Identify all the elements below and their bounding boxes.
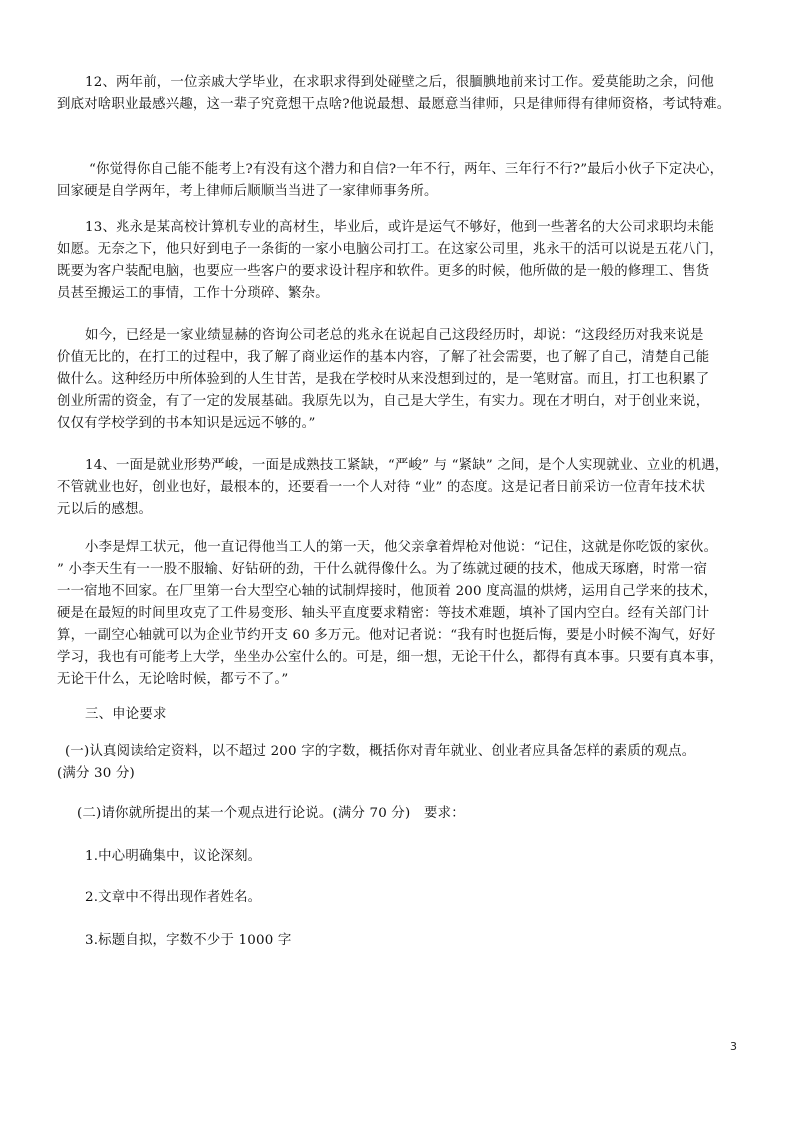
text-line: 如今，已经是一家业绩显赫的咨询公司老总的兆永在说起自己这段经历时，却说：“这段经历对我来说是 [85,328,704,343]
requirement-1 [57,741,751,785]
text-line: “你觉得你自己能不能考上?有没有这个潜力和自信?一年不行，两年、三年行不行?”最后小伙子下定决心， [89,162,724,177]
section-heading-requirements [57,704,751,726]
text-line: 既要为客户装配电脑，也要应一些客户的要求设计程序和软件。更多的时候，他所做的是一般的修理工、售货 [57,264,710,279]
requirement-item-1 [57,846,751,868]
text-line: 创业所需的资金，有了一定的发展基础。我原先以为，自己是大学生，有实力。现在才明白，对于创业来说， [57,394,710,409]
paragraph-12 [57,72,751,116]
text-line: 算，一副空心轴就可以为企业节约开支 60 多万元。他对记者说：“我有时也挺后悔，要是小时候不淘气，好好 [57,628,716,643]
paragraph-12-continued [57,159,751,203]
text-line: 无论干什么，无论啥时候，都亏不了。” [57,672,289,687]
text-line: 一一宿地不回家。在厂里第一台大型空心轴的试制焊接时，他顶着 200 度高温的烘烤，运用自己学来的技术， [57,584,718,599]
text-line: 回家硬是自学两年，考上律师后顺顺当当进了一家律师事务所。 [57,184,438,199]
paragraph-14 [57,455,751,521]
section-heading-text: 三、申论要求 [85,707,167,722]
page-number: 3 [730,1040,737,1053]
text-line: 元以后的感想。 [57,502,153,517]
text-line: ” 小李天生有一一股不服输、好钻研的劲，干什么就得像什么。为了练就过硬的技术，他成天琢磨，时常一宿 [57,562,708,577]
text-line: 仅仅有学校学到的书本知识是远远不够的。” [57,416,316,431]
text-line: 到底对啥职业最感兴趣，这一辈子究竟想干点啥?他说最想、最愿意当律师，只是律师得有律师资格，考试特难。 [57,97,731,112]
text-line: 不管就业也好，创业也好，最根本的，还要看一一个人对待 “业” 的态度。这是记者日前采访一位青年技术状 [57,480,706,495]
text-line: (二)请你就所提出的某一个观点进行论说。(满分 70 分) 要求： [77,806,465,821]
text-line: 13、兆永是某高校计算机专业的高材生，毕业后，或许是运气不够好，他到一些著名的大公司求职均未能 [85,220,715,235]
text-line: 2.文章中不得出现作者姓名。 [85,890,262,905]
requirement-item-2 [57,887,751,909]
text-line: 14、一面是就业形势严峻，一面是成熟技工紧缺，“严峻” 与 “紧缺” 之间，是个人实现就业、立业的机遇， [85,458,729,473]
text-line: 3.标题自拟，字数不少于 1000 字 [85,933,292,948]
text-line: 如愿。无奈之下，他只好到电子一条街的一家小电脑公司打工。在这家公司里，兆永干的活可以说是五花八门， [57,242,723,257]
text-line: 价值无比的，在打工的过程中，我了解了商业运作的基本内容，了解了社会需要，也了解了自己，清楚自己能 [57,350,710,365]
text-line: 小李是焊工状元，他一直记得他当工人的第一天，他父亲拿着焊枪对他说：“记住，这就是你吃饭的家伙。 [85,540,718,555]
paragraph-13-continued [57,325,751,435]
requirement-item-3 [57,930,751,952]
text-line: 硬是在最短的时间里攻克了工件易变形、轴头平直度要求精密：等技术难题，填补了国内空白。经有关部门计 [57,606,710,621]
requirement-2 [57,803,751,825]
text-line: (满分 30 分) [57,766,135,781]
text-line: 1.中心明确集中，议论深刻。 [85,849,262,864]
text-line: 12、两年前，一位亲戚大学毕业，在求职求得到处碰壁之后，很腼腆地前来讨工作。爱莫能助之余，问他 [85,75,715,90]
paragraph-14-continued [57,537,751,691]
paragraph-13 [57,217,751,305]
text-line: 学习，我也有可能考上大学，坐坐办公室什么的。可是，细一想，无论干什么，都得有真本事。只要有真本事， [57,650,723,665]
text-line: 员甚至搬运工的事情，工作十分琐碎、繁杂。 [57,286,329,301]
text-line: (一)认真阅读给定资料，以不超过 200 字的字数，概括你对青年就业、创业者应具备怎样的素质的观点。 [65,744,696,759]
text-line: 做什么。这种经历中所体验到的人生甘苦，是我在学校时从来没想到过的，是一笔财富。而且，打工也积累了 [57,372,710,387]
